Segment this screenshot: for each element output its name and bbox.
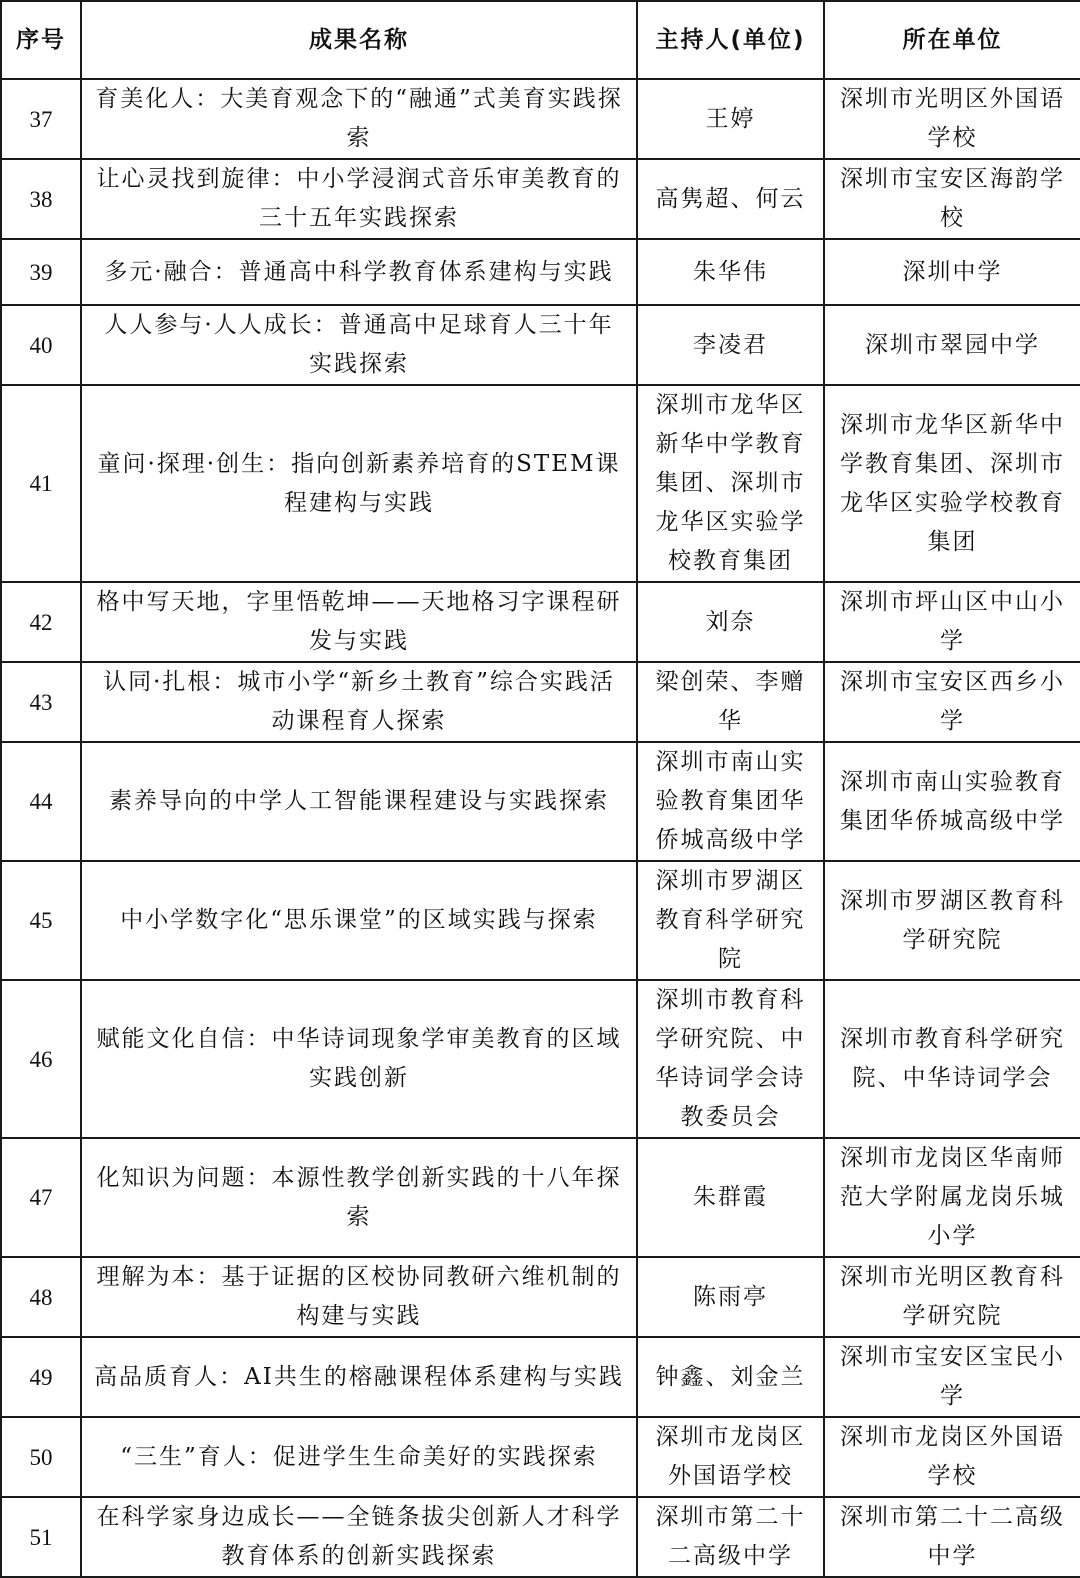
- row-no: 47: [1, 1138, 81, 1257]
- row-host: 李凌君: [637, 305, 824, 385]
- row-unit: 深圳市第二十二高级中学: [824, 1497, 1080, 1577]
- row-unit: 深圳市坪山区中山小学: [824, 582, 1080, 662]
- row-title: 让心灵找到旋律：中小学浸润式音乐审美教育的三十五年实践探索: [81, 159, 637, 239]
- row-unit: 深圳市光明区教育科学研究院: [824, 1257, 1080, 1337]
- row-no: 42: [1, 582, 81, 662]
- header-unit: 所在单位: [824, 1, 1080, 79]
- row-no: 38: [1, 159, 81, 239]
- table-row: [1, 1417, 1080, 1497]
- row-host: 王婷: [637, 79, 824, 159]
- row-unit: 深圳市光明区外国语学校: [824, 79, 1080, 159]
- table-row: [1, 1257, 1080, 1337]
- row-host: 深圳市龙华区新华中学教育集团、深圳市龙华区实验学校教育集团: [637, 385, 824, 582]
- table-row: [1, 305, 1080, 385]
- row-host: 朱群霞: [637, 1138, 824, 1257]
- row-no: 43: [1, 662, 81, 742]
- table-row: [1, 662, 1080, 742]
- row-no: 45: [1, 861, 81, 980]
- header-title: 成果名称: [81, 1, 637, 79]
- row-unit: 深圳市翠园中学: [824, 305, 1080, 385]
- row-no: 48: [1, 1257, 81, 1337]
- table-row: [1, 1138, 1080, 1257]
- row-title: 人人参与·人人成长：普通高中足球育人三十年实践探索: [81, 305, 637, 385]
- row-title: “三生”育人：促进学生生命美好的实践探索: [81, 1417, 637, 1497]
- row-title: 赋能文化自信：中华诗词现象学审美教育的区域实践创新: [81, 980, 637, 1138]
- row-title: 格中写天地，字里悟乾坤——天地格习字课程研发与实践: [81, 582, 637, 662]
- row-host: 陈雨亭: [637, 1257, 824, 1337]
- row-no: 39: [1, 239, 81, 305]
- table-row: [1, 861, 1080, 980]
- row-unit: 深圳市龙岗区华南师范大学附属龙岗乐城小学: [824, 1138, 1080, 1257]
- row-unit: 深圳市龙华区新华中学教育集团、深圳市龙华区实验学校教育集团: [824, 385, 1080, 582]
- table-row: [1, 1337, 1080, 1417]
- row-no: 51: [1, 1497, 81, 1577]
- row-unit: 深圳市罗湖区教育科学研究院: [824, 861, 1080, 980]
- row-no: 41: [1, 385, 81, 582]
- row-no: 50: [1, 1417, 81, 1497]
- row-unit: 深圳市宝安区西乡小学: [824, 662, 1080, 742]
- row-host: 钟鑫、刘金兰: [637, 1337, 824, 1417]
- row-host: 梁创荣、李赠华: [637, 662, 824, 742]
- table-row: [1, 980, 1080, 1138]
- row-unit: 深圳市龙岗区外国语学校: [824, 1417, 1080, 1497]
- header-no: 序号: [1, 1, 81, 79]
- row-title: 认同·扎根：城市小学“新乡土教育”综合实践活动课程育人探索: [81, 662, 637, 742]
- table-row: [1, 1497, 1080, 1577]
- table-row: [1, 159, 1080, 239]
- table-row: [1, 385, 1080, 582]
- row-title: 多元·融合：普通高中科学教育体系建构与实践: [81, 239, 637, 305]
- header-host: 主持人(单位): [637, 1, 824, 79]
- table-row: [1, 582, 1080, 662]
- table-row: [1, 79, 1080, 159]
- table-row: [1, 742, 1080, 861]
- row-title: 中小学数字化“思乐课堂”的区域实践与探索: [81, 861, 637, 980]
- row-unit: 深圳市教育科学研究院、中华诗词学会: [824, 980, 1080, 1138]
- row-title: 理解为本：基于证据的区校协同教研六维机制的构建与实践: [81, 1257, 637, 1337]
- row-host: 高隽超、何云: [637, 159, 824, 239]
- row-host: 深圳市第二十二高级中学: [637, 1497, 824, 1577]
- row-unit: 深圳中学: [824, 239, 1080, 305]
- row-title: 高品质育人：AI共生的榕融课程体系建构与实践: [81, 1337, 637, 1417]
- row-unit: 深圳市南山实验教育集团华侨城高级中学: [824, 742, 1080, 861]
- header-row: [1, 1, 1080, 79]
- row-host: 刘奈: [637, 582, 824, 662]
- row-host: 深圳市教育科学研究院、中华诗词学会诗教委员会: [637, 980, 824, 1138]
- row-title: 化知识为问题：本源性教学创新实践的十八年探索: [81, 1138, 637, 1257]
- table-row: [1, 239, 1080, 305]
- row-title: 童问·探理·创生：指向创新素养培育的STEM课程建构与实践: [81, 385, 637, 582]
- row-host: 深圳市罗湖区教育科学研究院: [637, 861, 824, 980]
- row-host: 深圳市龙岗区外国语学校: [637, 1417, 824, 1497]
- row-no: 44: [1, 742, 81, 861]
- row-unit: 深圳市宝安区海韵学校: [824, 159, 1080, 239]
- row-title: 育美化人：大美育观念下的“融通”式美育实践探索: [81, 79, 637, 159]
- row-no: 49: [1, 1337, 81, 1417]
- row-host: 朱华伟: [637, 239, 824, 305]
- row-title: 在科学家身边成长——全链条拔尖创新人才科学教育体系的创新实践探索: [81, 1497, 637, 1577]
- row-no: 40: [1, 305, 81, 385]
- row-no: 46: [1, 980, 81, 1138]
- row-unit: 深圳市宝安区宝民小学: [824, 1337, 1080, 1417]
- row-no: 37: [1, 79, 81, 159]
- row-title: 素养导向的中学人工智能课程建设与实践探索: [81, 742, 637, 861]
- row-host: 深圳市南山实验教育集团华侨城高级中学: [637, 742, 824, 861]
